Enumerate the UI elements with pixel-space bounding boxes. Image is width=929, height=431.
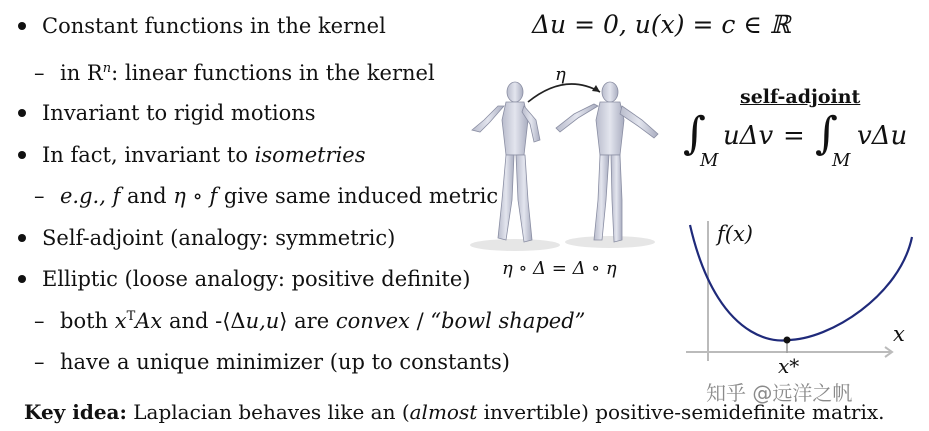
dash: – — [34, 350, 45, 374]
eta-label: η — [555, 64, 566, 85]
bullet-text: Self-adjoint (analogy: symmetric) — [42, 226, 396, 250]
isometry-illustration — [460, 60, 670, 280]
sub-bullet-text: e.g., f and η ∘ f give same induced metric — [60, 184, 499, 208]
curved-arrow-icon — [528, 84, 600, 102]
key-idea: Key idea: Laplacian behaves like an (almost invertible) positive-semidefinite matrix. — [24, 400, 885, 424]
bullet-dot — [18, 234, 26, 242]
bullet-text: In fact, invariant to isometries — [42, 143, 366, 167]
plot-ylabel: f(x) — [717, 222, 754, 246]
harmonic-equation: Δu = 0, u(x) = c ∈ ℝ — [532, 10, 791, 39]
self-adjoint-lhs: uΔv — [723, 121, 774, 151]
human-figure-icon — [472, 82, 540, 242]
bullet-dot — [18, 151, 26, 159]
watermark: 知乎 @远洋之帆 — [706, 381, 853, 405]
integral-sign-left: ∫ — [683, 108, 706, 159]
sub-bullet-text: in $R^n$: linear functions in the kernel — [60, 61, 435, 85]
bullet-text: Constant functions in the kernel — [42, 14, 386, 38]
bullet-text: Invariant to rigid motions — [42, 101, 316, 125]
self-adjoint-equals: = — [783, 121, 805, 151]
bullet-dot — [18, 109, 26, 117]
commute-equation: η ∘ Δ = Δ ∘ η — [502, 258, 617, 279]
integral-sign-right: ∫ — [815, 108, 838, 159]
self-adjoint-label: self-adjoint — [740, 86, 861, 108]
integral-domain-right: M — [832, 150, 851, 171]
dash: – — [34, 61, 45, 85]
self-adjoint-rhs: vΔu — [857, 121, 908, 151]
human-figure-icon — [556, 82, 658, 242]
bullet-dot — [18, 22, 26, 30]
minimum-point — [784, 337, 791, 344]
dash: – — [34, 184, 45, 208]
integral-domain-left: M — [700, 150, 719, 171]
plot-min-label: x* — [778, 354, 800, 378]
sub-bullet-text: both $x^TAx$ and -⟨Δu,u⟩ are convex / “bowl shaped” — [60, 309, 586, 333]
plot-xlabel: x — [893, 322, 905, 346]
dash: – — [34, 309, 45, 333]
sub-bullet-text: have a unique minimizer (up to constants) — [60, 350, 510, 374]
bullet-text: Elliptic (loose analogy: positive definite) — [42, 267, 471, 291]
bullet-dot — [18, 275, 26, 283]
